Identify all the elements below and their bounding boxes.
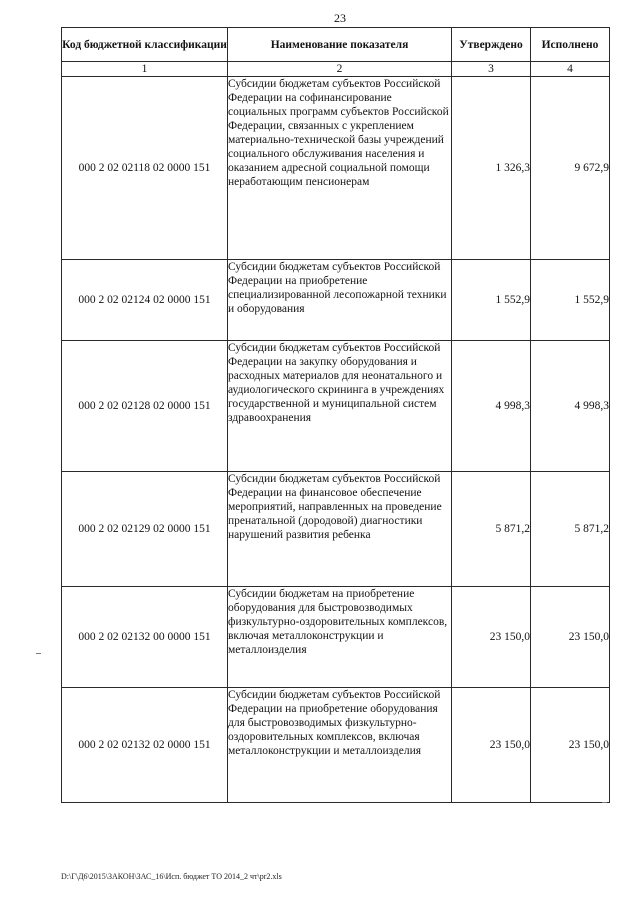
row-executed: 4 998,3 [531, 341, 610, 472]
row-name: Субсидии бюджетам субъектов Российской Федерации на финансовое обеспечение мероприятий, направленных на проведение пренатальной (дородовой) диагностики нарушений развития ребенка [228, 472, 452, 587]
row-name: Субсидии бюджетам субъектов Российской Федерации на софинансирование социальных программ субъектов Российской Федерации, связанных с укреплением материально-технической базы учреждений социального обслуживания населения и оказанием адресной социальной помощи неработающим пенсионерам [228, 77, 452, 260]
table-row [62, 688, 610, 803]
row-name: Субсидии бюджетам субъектов Российской Федерации на закупку оборудования и расходных материалов для неонатального и аудиологического скрининга в учреждениях государственной и муниципальной систем здравоохранения [228, 341, 452, 472]
table-header-row [62, 28, 610, 62]
table-row [62, 472, 610, 587]
column-number: 3 [452, 62, 531, 77]
margin-mark [602, 802, 607, 803]
header-approved: Утверждено [452, 28, 531, 62]
table-row [62, 587, 610, 688]
row-executed: 9 672,9 [531, 77, 610, 260]
column-number: 4 [531, 62, 610, 77]
header-executed: Исполнено [531, 28, 610, 62]
row-name: Субсидии бюджетам субъектов Российской Федерации на приобретение специализированной лесопожарной техники и оборудования [228, 260, 452, 341]
row-approved: 23 150,0 [452, 587, 531, 688]
table-row [62, 260, 610, 341]
margin-mark [36, 653, 41, 654]
row-approved: 1 552,9 [452, 260, 531, 341]
row-approved: 4 998,3 [452, 341, 531, 472]
row-executed: 23 150,0 [531, 587, 610, 688]
row-approved: 5 871,2 [452, 472, 531, 587]
row-name: Субсидии бюджетам субъектов Российской Федерации на приобретение оборудования для быстровозводимых физкультурно-оздоровительных комплексов, включая металлоконструкции и металлоизделия [228, 688, 452, 803]
budget-execution-table [61, 27, 610, 803]
column-number: 2 [228, 62, 452, 77]
header-name: Наименование показателя [228, 28, 452, 62]
row-approved: 1 326,3 [452, 77, 531, 260]
row-code: 000 2 02 02129 02 0000 151 [62, 472, 228, 587]
column-number-row [62, 62, 610, 77]
row-approved: 23 150,0 [452, 688, 531, 803]
table-row [62, 341, 610, 472]
row-code: 000 2 02 02132 00 0000 151 [62, 587, 228, 688]
row-code: 000 2 02 02124 02 0000 151 [62, 260, 228, 341]
page-number: 23 [334, 11, 346, 25]
table-row [62, 77, 610, 260]
row-executed: 5 871,2 [531, 472, 610, 587]
footer-file-path: D:\Г\Д6\2015\ЗАКОН\ЗАС_16\Исп. бюджет ТО 2014_2 чт\pr2.xls [61, 872, 282, 881]
row-executed: 23 150,0 [531, 688, 610, 803]
row-code: 000 2 02 02132 02 0000 151 [62, 688, 228, 803]
header-code: Код бюджетной классификации [62, 28, 228, 62]
column-number: 1 [62, 62, 228, 77]
row-code: 000 2 02 02128 02 0000 151 [62, 341, 228, 472]
row-executed: 1 552,9 [531, 260, 610, 341]
row-code: 000 2 02 02118 02 0000 151 [62, 77, 228, 260]
row-name: Субсидии бюджетам на приобретение оборудования для быстровозводимых физкультурно-оздоровительных комплексов, включая металлоконструкции и металлоизделия [228, 587, 452, 688]
